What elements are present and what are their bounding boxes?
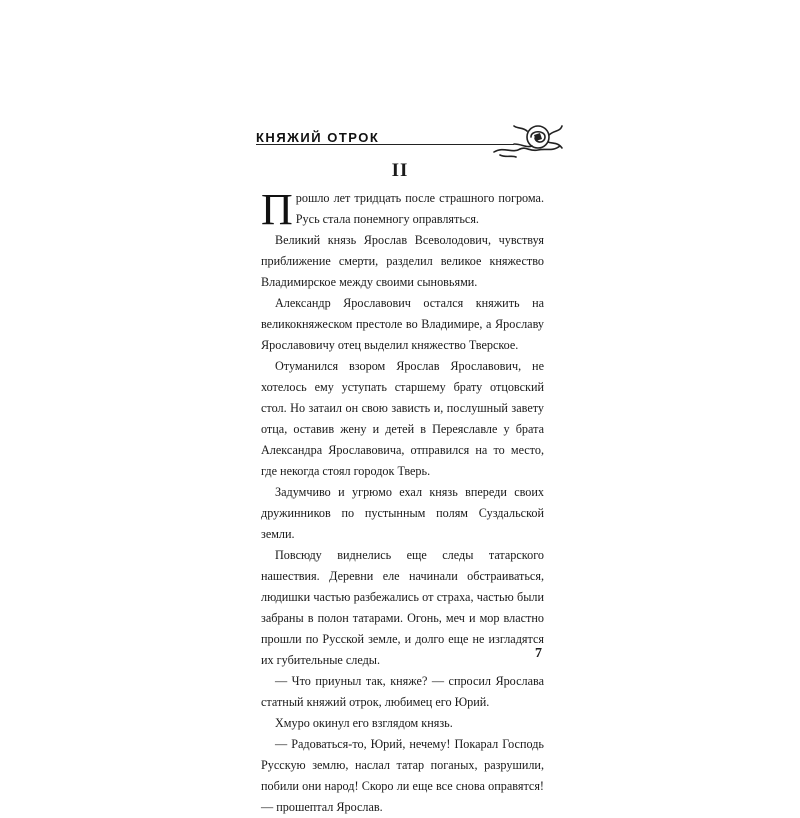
paragraph: Александр Ярославович остался княжить на великокняжеском престоле во Владимире, а Ярославу Ярославовичу отец выделил княжество Тверское. [261, 296, 544, 352]
paragraph: Великий князь Ярослав Всеволодович, чувствуя приближение смерти, разделил великое княжество Владимирское между своими сыновьями. [261, 233, 544, 289]
chapter-number: II [391, 160, 409, 181]
text-block [261, 185, 544, 818]
header-rule [256, 144, 514, 145]
paragraph: — Радоваться-то, Юрий, нечему! Покарал Господь Русскую землю, наслал татар поганых, разрушили, побили они народ! Скоро ли еще все снова оправятся! — прошептал Ярослав. [261, 737, 544, 814]
paragraph: Хмуро окинул его взглядом князь. [275, 716, 453, 730]
paragraph: Повсюду виднелись еще следы татарского нашествия. Деревни еле начинали обстраиваться, людишки частью разбежались от страха, частью были забраны в полон татарами. Огонь, меч и мор властно прошли по Русской земле, и долго еще не изгладятся их губительные следы. [261, 548, 544, 667]
running-title: КНЯЖИЙ ОТРОК [256, 130, 380, 145]
knotwork-ornament-icon [490, 122, 566, 158]
drop-cap: П [261, 185, 293, 234]
paragraph: Отуманился взором Ярослав Ярославович, не хотелось ему уступать старшему брату отцовский стол. Но затаил он свою зависть и, послушный завету отца, оставив жену и детей в Переяславле у брата Александра Ярославовича, отправился на то место, где некогда стоял городок Тверь. [261, 359, 544, 478]
running-head [256, 122, 566, 158]
page-number: 7 [535, 646, 542, 661]
paragraph: Прошло лет тридцать после страшного погрома. Русь стала понемногу оправляться. [261, 185, 544, 234]
paragraph: Задумчиво и угрюмо ехал князь впереди своих дружинников по пустынным полям Суздальской земли. [261, 485, 544, 541]
paragraph: — Что приуныл так, княже? — спросил Ярослава статный княжий отрок, любимец его Юрий. [261, 674, 544, 709]
